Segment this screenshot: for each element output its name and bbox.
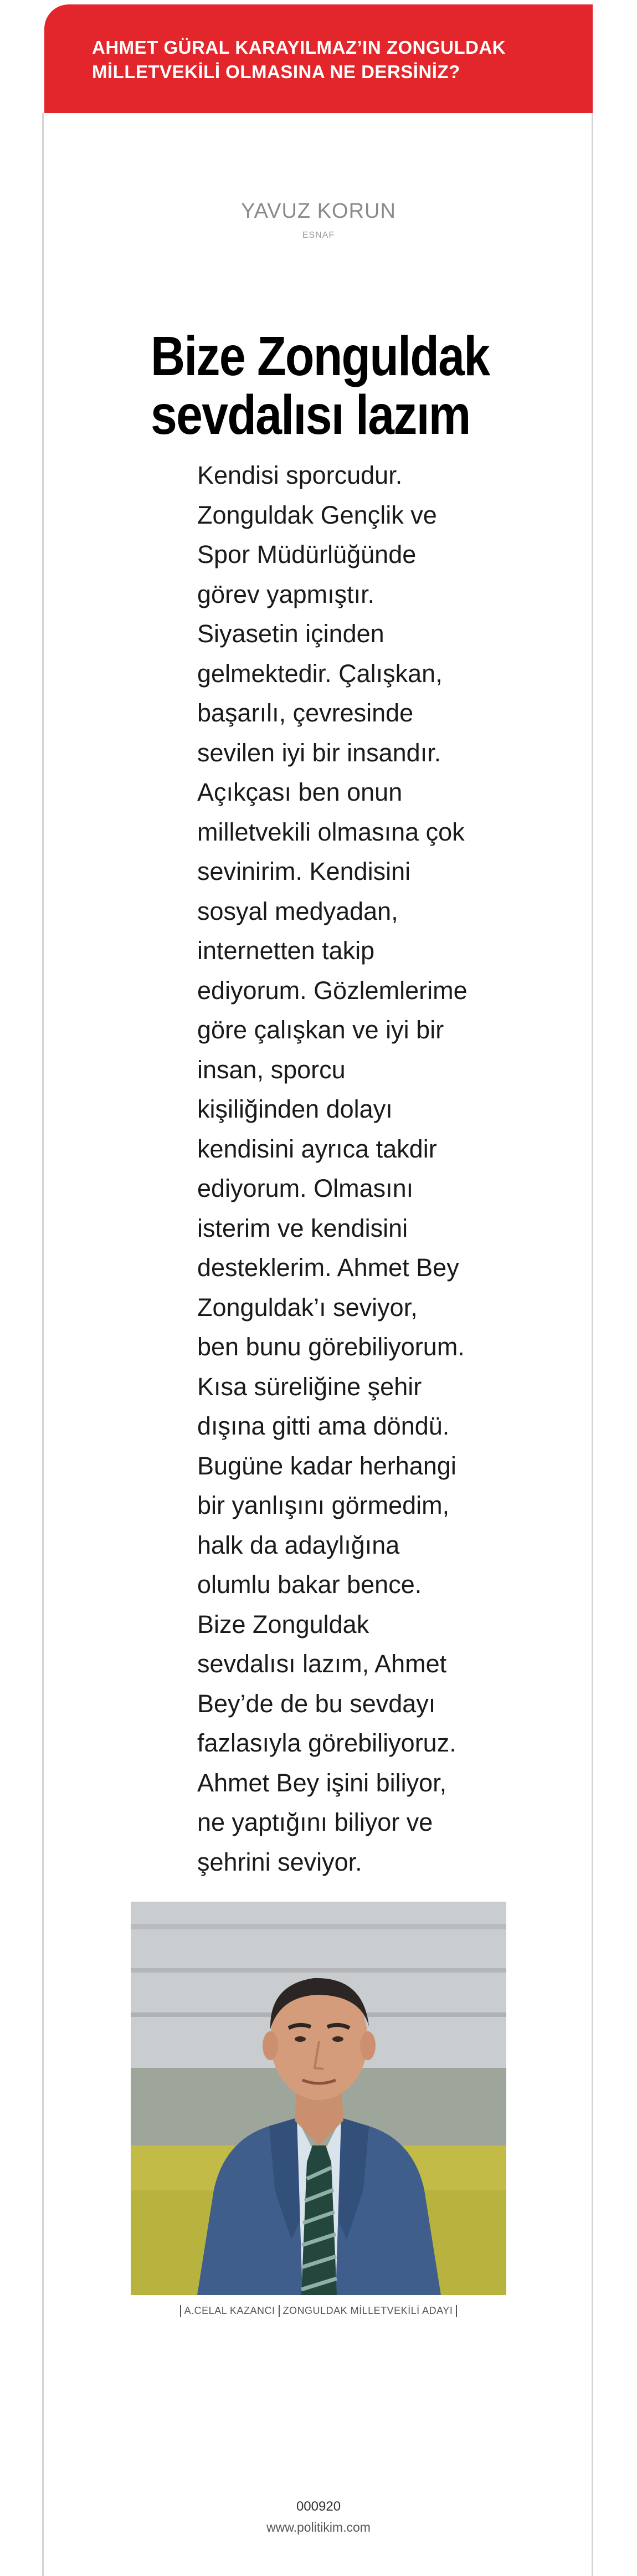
author-name: YAVUZ KORUN bbox=[241, 199, 396, 223]
author-role: ESNAF bbox=[302, 231, 335, 240]
body-line: Kendisi sporcudur. bbox=[197, 461, 403, 489]
body-line: milletvekili olmasına çok bbox=[197, 817, 465, 846]
body-line: dışına gitti ama döndü. bbox=[197, 1412, 450, 1440]
body-line: başarılı, çevresinde bbox=[197, 699, 414, 727]
body-line: Bey’de de bu sevdayı bbox=[197, 1689, 436, 1718]
body-line: desteklerim. Ahmet Bey bbox=[197, 1253, 459, 1282]
left-border-rule bbox=[42, 113, 44, 2576]
body-line: kişiliğinden dolayı bbox=[197, 1095, 393, 1123]
caption-divider bbox=[279, 2305, 280, 2317]
caption-divider bbox=[180, 2305, 181, 2317]
caption-title: ZONGULDAK MİLLETVEKİLİ ADAYI bbox=[282, 2305, 453, 2316]
caption-name: A.CELAL KAZANCI bbox=[184, 2305, 275, 2316]
body-line: ediyorum. Gözlemlerime bbox=[197, 976, 468, 1005]
right-border-rule bbox=[592, 113, 593, 2576]
banner-line-2: MİLLETVEKİLİ OLMASINA NE DERSİNİZ? bbox=[92, 62, 460, 82]
headline-line-1: Bize Zonguldak bbox=[151, 325, 490, 387]
body-line: Zonguldak Gençlik ve bbox=[197, 500, 437, 529]
caption-divider bbox=[456, 2305, 457, 2317]
body-line: sevinirim. Kendisini bbox=[197, 857, 411, 885]
body-line: ne yaptığını biliyor ve bbox=[197, 1808, 433, 1836]
body-line: ediyorum. Olmasını bbox=[197, 1174, 414, 1202]
body-line: fazlasıyla görebiliyoruz. bbox=[197, 1729, 456, 1757]
body-line: bir yanlışını görmedim, bbox=[197, 1491, 450, 1519]
body-line: gelmektedir. Çalışkan, bbox=[197, 659, 443, 688]
body-line: sosyal medyadan, bbox=[197, 897, 398, 925]
banner-line-1: AHMET GÜRAL KARAYILMAZ’IN ZONGULDAK bbox=[92, 37, 506, 58]
header-banner bbox=[44, 4, 593, 113]
body-line: Ahmet Bey işini biliyor, bbox=[197, 1768, 447, 1797]
article-body bbox=[197, 455, 468, 1882]
body-line: Spor Müdürlüğünde bbox=[197, 540, 417, 569]
page-code: 000920 bbox=[296, 2499, 341, 2514]
headline-line-2: sevdalısı lazım bbox=[151, 384, 470, 446]
body-line: internetten takip bbox=[197, 936, 375, 965]
body-line: isterim ve kendisini bbox=[197, 1213, 408, 1242]
body-line: Kısa süreliğine şehir bbox=[197, 1372, 422, 1401]
body-line: göre çalışkan ve iyi bir bbox=[197, 1016, 444, 1044]
body-line: Siyasetin içinden bbox=[197, 619, 384, 648]
body-line: Bize Zonguldak bbox=[197, 1610, 369, 1638]
body-line: olumlu bakar bence. bbox=[197, 1570, 422, 1599]
site-url: www.politikim.com bbox=[266, 2520, 371, 2534]
body-line: halk da adaylığına bbox=[197, 1530, 400, 1559]
candidate-photo bbox=[131, 1902, 506, 2295]
body-line: sevilen iyi bir insandır. bbox=[197, 738, 441, 767]
body-line: şehrini seviyor. bbox=[197, 1847, 362, 1876]
body-line: görev yapmıştır. bbox=[197, 580, 375, 608]
body-line: sevdalısı lazım, Ahmet bbox=[197, 1650, 447, 1678]
photo-caption bbox=[0, 2305, 637, 2317]
body-line: Bugüne kadar herhangi bbox=[197, 1451, 456, 1480]
body-line: Zonguldak’ı seviyor, bbox=[197, 1293, 418, 1322]
body-line: kendisini ayrıca takdir bbox=[197, 1134, 437, 1163]
body-line: insan, sporcu bbox=[197, 1055, 346, 1084]
body-line: ben bunu görebiliyorum. bbox=[197, 1333, 465, 1361]
headline bbox=[151, 327, 494, 444]
body-line: Açıkçası ben onun bbox=[197, 778, 403, 806]
